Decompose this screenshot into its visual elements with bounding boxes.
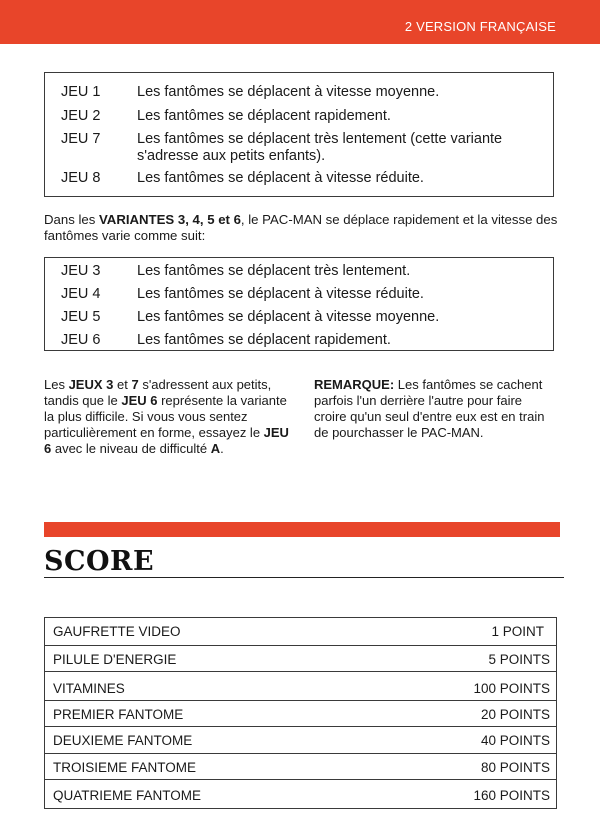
note-bold: 7	[131, 377, 139, 392]
header-band	[0, 0, 600, 44]
score-row	[45, 618, 556, 645]
game-number: JEU 1	[61, 84, 101, 100]
score-points: 20 POINTS	[480, 707, 550, 722]
game-description: Les fantômes se déplacent rapidement.	[137, 108, 391, 124]
games-box-1	[44, 72, 554, 197]
games-box-2	[44, 257, 554, 351]
intro-text: , le PAC-MAN se déplace rapidement et la vitesse des fantômes varie comme suit:	[44, 212, 558, 243]
score-heading: SCORE	[44, 546, 155, 577]
score-item: DEUXIEME FANTOME	[53, 733, 193, 748]
note-text: .	[220, 441, 224, 456]
section-label: 2 VERSION FRANÇAISE	[404, 19, 556, 34]
score-row	[45, 645, 556, 671]
game-description: Les fantômes se déplacent à vitesse réduite.	[137, 286, 424, 302]
note-bold: JEU 6	[44, 425, 289, 456]
left-note	[44, 377, 294, 457]
note-text: représente la variante la plus difficile. Si vous vous sentez particulièrement en forme, essayez le	[44, 393, 287, 440]
game-number: JEU 3	[61, 263, 101, 279]
game-description: Les fantômes se déplacent à vitesse moyenne.	[137, 84, 440, 100]
game-number: JEU 7	[61, 131, 101, 147]
score-item: GAUFRETTE VIDEO	[53, 624, 181, 639]
game-number: JEU 5	[61, 309, 101, 325]
score-points: 100 POINTS	[473, 681, 550, 696]
intro-text: Dans les	[44, 212, 99, 227]
remark-label: REMARQUE:	[314, 377, 395, 392]
note-text: avec le niveau de difficulté	[51, 441, 211, 456]
score-row	[45, 700, 556, 726]
game-description: Les fantômes se déplacent à vitesse moyenne.	[137, 309, 440, 325]
section-divider-bar	[44, 522, 560, 537]
game-description: Les fantômes se déplacent à vitesse réduite.	[137, 170, 424, 186]
score-points: 160 POINTS	[473, 788, 550, 803]
game-number: JEU 2	[61, 108, 101, 124]
game-number: JEU 4	[61, 286, 101, 302]
score-table	[44, 617, 557, 809]
score-row	[45, 779, 556, 808]
score-item: PILULE D'ENERGIE	[53, 652, 177, 667]
intro-bold: VARIANTES 3, 4, 5 et 6	[98, 212, 241, 227]
score-points: 5 POINTS	[488, 652, 550, 667]
score-points: 1 POINT	[491, 624, 544, 639]
note-bold: JEUX 3	[68, 377, 114, 392]
heading-underline	[44, 577, 564, 578]
score-item: PREMIER FANTOME	[53, 707, 184, 722]
game-description: Les fantômes se déplacent très lentement.	[137, 263, 411, 279]
score-row	[45, 671, 556, 700]
score-item: QUATRIEME FANTOME	[53, 788, 202, 803]
note-text: et	[113, 377, 132, 392]
score-item: TROISIEME FANTOME	[53, 760, 197, 775]
game-description: Les fantômes se déplacent très lentement (cette variante s'adresse aux petits enfants).	[137, 131, 503, 164]
note-bold: JEU 6	[121, 393, 158, 408]
score-row	[45, 726, 556, 753]
note-bold: A	[210, 441, 221, 456]
remark-note	[314, 377, 558, 441]
note-text: Les	[44, 377, 69, 392]
variants-intro	[44, 212, 564, 244]
game-number: JEU 8	[61, 170, 101, 186]
score-item: VITAMINES	[53, 681, 125, 696]
score-row	[45, 753, 556, 779]
score-points: 80 POINTS	[480, 760, 550, 775]
game-description: Les fantômes se déplacent rapidement.	[137, 332, 391, 348]
game-number: JEU 6	[61, 332, 101, 348]
score-points: 40 POINTS	[480, 733, 550, 748]
note-text: s'adressent aux petits, tandis que le	[44, 377, 272, 408]
remark-text: Les fantômes se cachent parfois l'un derrière l'autre pour faire croire qu'un seul d'entre eux est en train de pourchasser le PAC-MAN.	[314, 377, 545, 440]
